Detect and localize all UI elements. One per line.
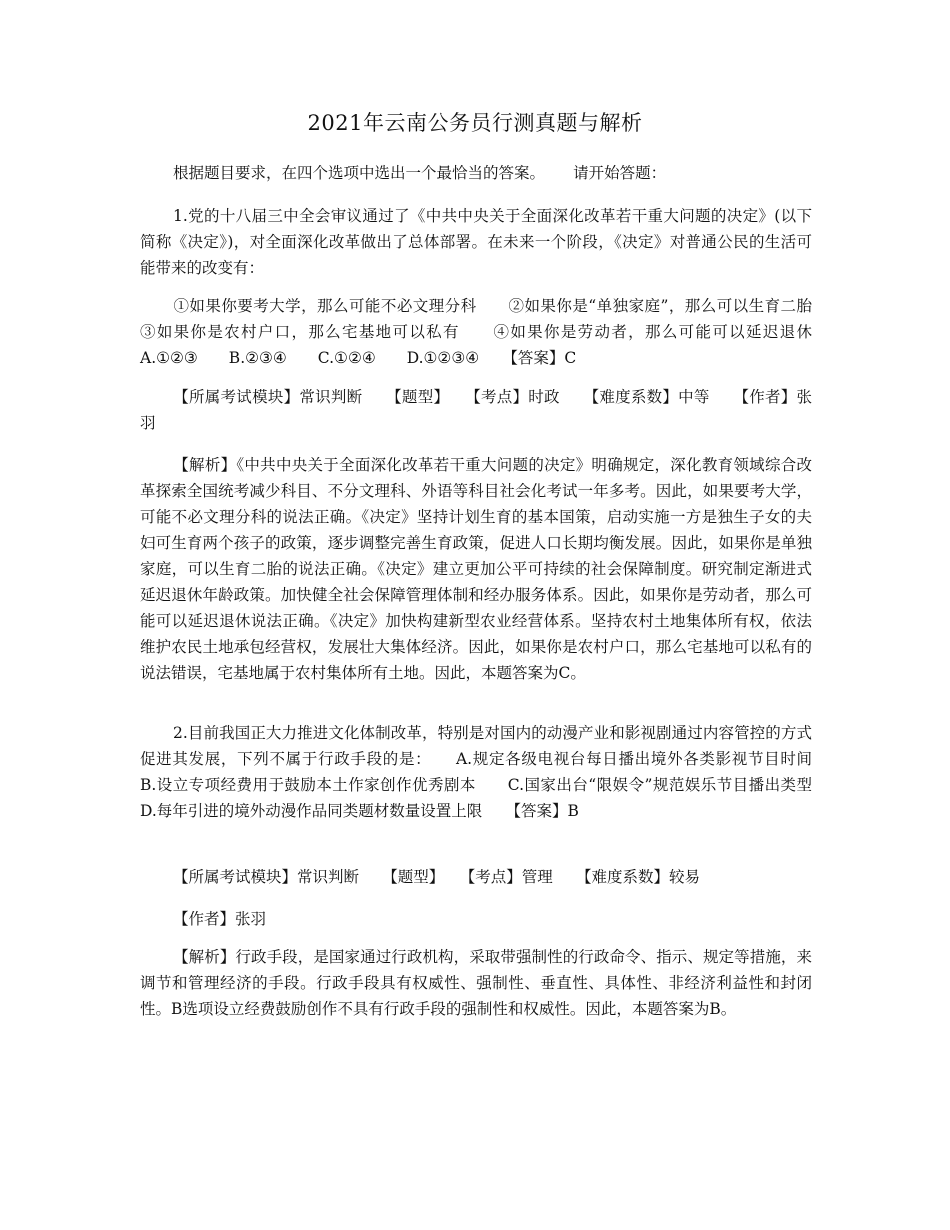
q2-author-text: 【作者】张羽: [173, 910, 267, 928]
q2-stem-text: 2.目前我国正大力推进文化体制改革，特别是对国内的动漫产业和影视剧通过内容管控的方式促进其发展，下列不属于行政手段的是： A.规定各级电视台每日播出境外各类影视节目时间 B.设立专项经费用于鼓励本土作家创作优秀剧本 C.国家出台“限娱令”规范娱乐节目播出类型 D.每年引进的境外动漫作品同类题材数量设置上限 【答案】B: [140, 724, 844, 820]
q1-meta-text: 【所属考试模块】常识判断 【题型】 【考点】时政 【难度系数】中等 【作者】张羽: [140, 388, 812, 432]
q1-meta-paragraph: [140, 384, 812, 436]
q1-stem-paragraph: [140, 203, 812, 281]
document-title: 2021年云南公务员行测真题与解析: [307, 111, 643, 135]
q2-author-paragraph: [140, 906, 812, 932]
q1-stem-text: 1.党的十八届三中全会审议通过了《中共中央关于全面深化改革若干重大问题的决定》(以下简称《决定》)，对全面深化改革做出了总体部署。在未来一个阶段，《决定》对普通公民的生活可能带来的改变有：: [140, 207, 812, 277]
q2-meta-paragraph: [140, 864, 812, 890]
q2-analysis-text: 【解析】行政手段，是国家通过行政机构，采取带强制性的行政命令、指示、规定等措施，来调节和管理经济的手段。行政手段具有权威性、强制性、垂直性、具体性、非经济利益性和封闭性。B选项设立经费鼓励创作不具有行政手段的强制性和权威性。因此，本题答案为B。: [140, 948, 812, 1018]
q1-options-paragraph: [140, 293, 844, 371]
q2-stem-paragraph: [140, 720, 844, 824]
q1-analysis-paragraph: [140, 452, 812, 686]
q2-analysis-paragraph: [140, 944, 812, 1022]
q1-analysis-text: 【解析】《中共中央关于全面深化改革若干重大问题的决定》明确规定，深化教育领域综合改革探索全国统考减少科目、不分文理科、外语等科目社会化考试一年多考。因此，如果要考大学，可能不必文理分科的说法正确。《决定》坚持计划生育的基本国策，启动实施一方是独生子女的夫妇可生育两个孩子的政策，逐步调整完善生育政策，促进人口长期均衡发展。因此，如果你是单独家庭，可以生育二胎的说法正确。《决定》建立更加公平可持续的社会保障制度。研究制定渐进式延迟退休年龄政策。加快健全社会保障管理体制和经办服务体系。因此，如果你是劳动者，那么可能可以延迟退休说法正确。《决定》加快构建新型农业经营体系。坚持农村土地集体所有权，依法维护农民土地承包经营权，发展壮大集体经济。因此，如果你是农村户口，那么宅基地可以私有的说法错误，宅基地属于农村集体所有土地。因此，本题答案为C。: [140, 456, 812, 682]
q1-options-text: ①如果你要考大学，那么可能不必文理分科 ②如果你是“单独家庭”，那么可以生育二胎 ③如果你是农村户口，那么宅基地可以私有 ④如果你是劳动者，那么可能可以延迟退休 A.①②③ B.②③④ C.①②④ D.①②③④ 【答案】C: [140, 297, 844, 367]
instruction-paragraph: [140, 160, 812, 186]
instruction-text: 根据题目要求，在四个选项中选出一个最恰当的答案。 请开始答题：: [173, 164, 667, 182]
q2-meta-text: 【所属考试模块】常识判断 【题型】 【考点】管理 【难度系数】较易: [173, 868, 701, 886]
